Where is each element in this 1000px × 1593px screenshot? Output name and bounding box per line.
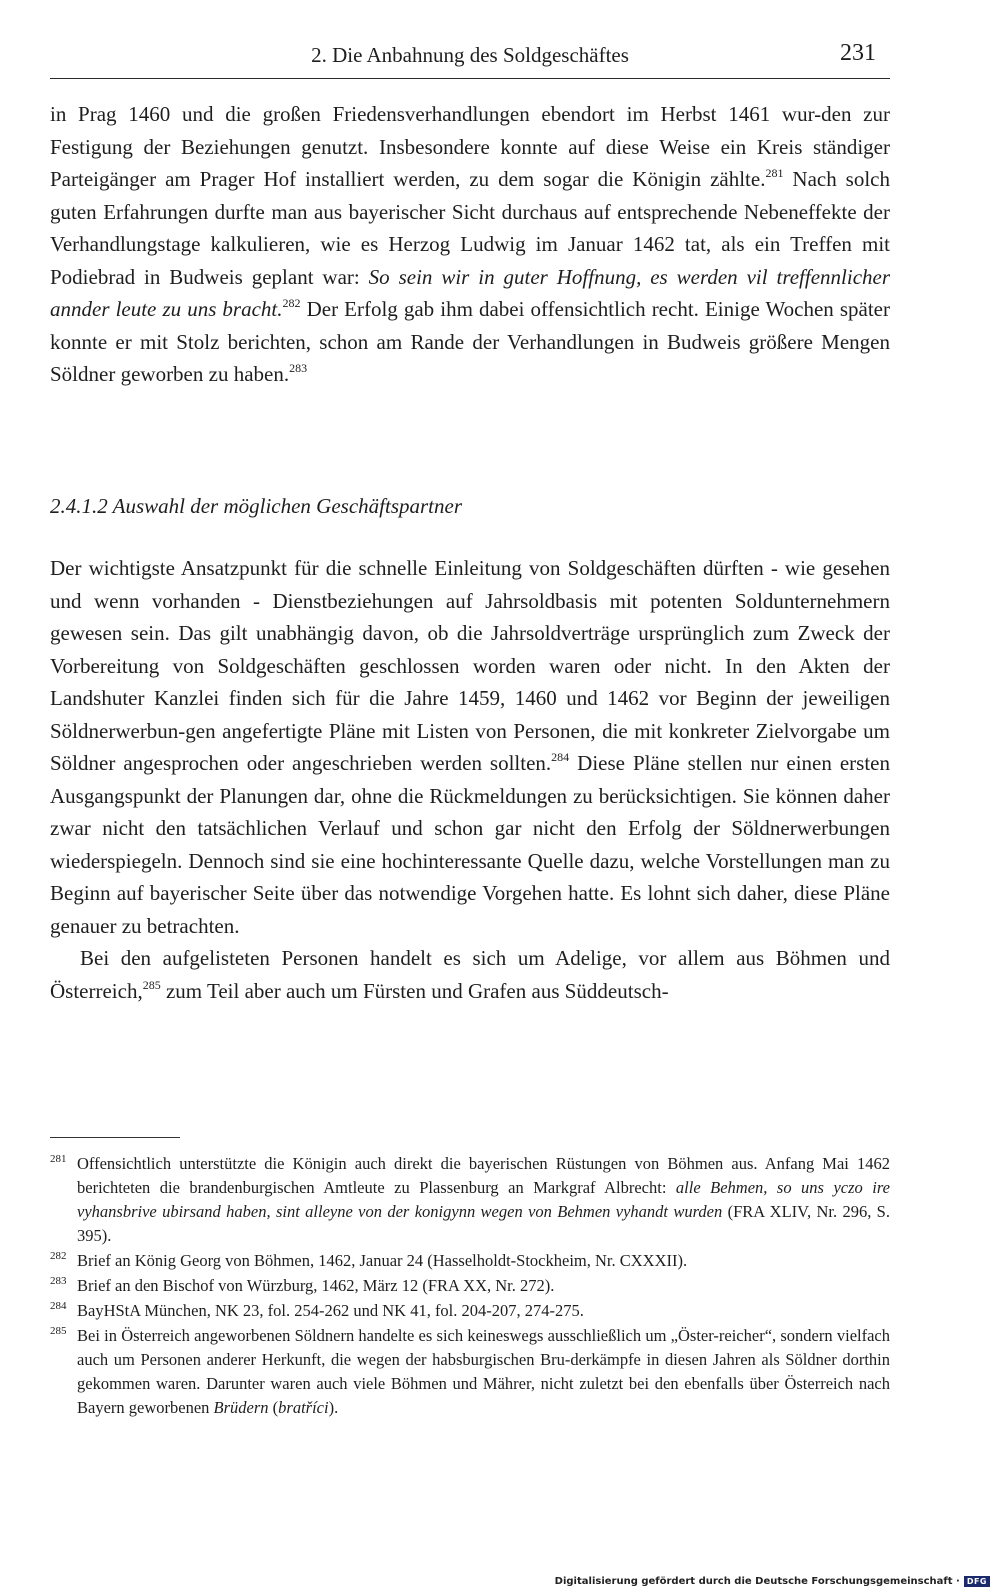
quote: So sein wir in guter Hoffnung, es werden vil treffennlicher annder leute zu uns bracht. bbox=[50, 264, 891, 321]
text-run: ). bbox=[328, 1398, 339, 1417]
text-run: Bei in Österreich angeworbenen Söldnern handelte es sich keineswegs ausschließlich um „Öster-reicher“, sondern vielfach auch um Personen anderer Herkunft, die wegen der habsburgischen Bru-derkämpfe in diesen Jahren als Söldner dorthin gekommen waren. Darunter waren auch viele Böhmen und Mährer, nicht zuletzt bei den ebenfalls über Österreich nach Bayern geworbenen bbox=[77, 1326, 890, 1417]
text-run: Brief an den Bischof von Würzburg, 1462, März 12 (FRA XX, Nr. 272). bbox=[77, 1276, 555, 1295]
running-title: 2. Die Anbahnung des Soldgeschäftes bbox=[311, 43, 629, 67]
watermark-text: Digitalisierung gefördert durch die Deutsche Forschungsgemeinschaft · bbox=[554, 1576, 960, 1587]
footnote bbox=[50, 1324, 890, 1420]
footnote-number: 284 bbox=[50, 1300, 67, 1312]
dfg-watermark bbox=[555, 1576, 990, 1587]
text-run: BayHStA München, NK 23, fol. 254-262 und NK 41, fol. 204-207, 274-275. bbox=[77, 1301, 584, 1320]
text-run: ( bbox=[268, 1398, 279, 1417]
footnote-number: 285 bbox=[50, 1325, 67, 1337]
running-header bbox=[50, 38, 890, 79]
page-number: 231 bbox=[840, 40, 876, 66]
text-run: Brief an König Georg von Böhmen, 1462, Januar 24 (Hasselholdt-Stockheim, Nr. CXXXII). bbox=[77, 1251, 688, 1270]
text-run: (FRA XLIV, Nr. 296, S. 395). bbox=[77, 1202, 890, 1245]
footnote-ref: 281 bbox=[765, 166, 784, 180]
text-run: Diese Pläne stellen nur einen ersten Ausgangspunkt der Planungen dar, ohne die Rückmeldungen zu berücksichtigen. Sie können daher zwar nicht den tatsächlichen Verlauf und schon gar nicht den Erfolg der Söldnerwerbungen wiederspiegeln. Dennoch sind sie eine hochinteressante Quelle dazu, welche Vorstellungen man zu Beginn auf bayerischer Seite über das notwendige Vorgehen hatte. Es lohnt sich daher, diese Pläne genauer zu betrachten. bbox=[50, 751, 890, 938]
section-heading: 2.4.1.2 Auswahl der möglichen Geschäftspartner bbox=[50, 494, 463, 518]
footnote-number: 282 bbox=[50, 1250, 67, 1262]
text-run: Offensichtlich unterstützte die Königin auch direkt die bayerischen Rüstungen von Böhmen aus. Anfang Mai 1462 berichteten die brandenburgischen Amtleute zu Plassenburg an Markgraf Albrecht: bbox=[77, 1154, 890, 1197]
body-section-1 bbox=[50, 98, 890, 391]
footnote bbox=[50, 1152, 890, 1248]
footnotes bbox=[50, 1152, 890, 1421]
italic-term: bratříci bbox=[278, 1398, 329, 1417]
footnote bbox=[50, 1274, 890, 1298]
paragraph-1 bbox=[50, 98, 890, 391]
body-section-2 bbox=[50, 552, 890, 1007]
footnote-number: 283 bbox=[50, 1275, 67, 1287]
text-run: Bei den aufgelisteten Personen handelt es sich um Adelige, vor allem aus Böhmen und Österreich, bbox=[50, 946, 890, 1003]
footnote bbox=[50, 1249, 890, 1273]
footnote-divider bbox=[50, 1137, 180, 1138]
paragraph-2 bbox=[50, 552, 890, 942]
footnote bbox=[50, 1299, 890, 1323]
paragraph-3 bbox=[50, 942, 890, 1007]
dfg-logo-icon: DFG bbox=[964, 1576, 990, 1587]
text-run: Der Erfolg gab ihm dabei offensichtlich recht. Einige Wochen später konnte er mit Stolz berichten, schon am Rande der Verhandlungen in Budweis größere Mengen Söldner geworben zu haben. bbox=[50, 297, 890, 386]
footnote-ref: 284 bbox=[551, 750, 570, 764]
text-run: in Prag 1460 und die großen Friedensverhandlungen ebendort im Herbst 1461 wur-den zur Festigung der Beziehungen genutzt. Insbesondere konnte auf diese Weise ein Kreis ständiger Parteigänger am Prager Hof installiert werden, zu dem sogar die Königin zählte. bbox=[50, 102, 890, 191]
italic-term: Brüdern bbox=[213, 1398, 269, 1417]
text-run: Nach solch guten Erfahrungen durfte man aus bayerischer Sicht durchaus auf entsprechende Nebeneffekte der Verhandlungstage kalkulieren, wie es Herzog Ludwig im Januar 1462 tat, als ein Treffen mit Podiebrad in Budweis geplant war: bbox=[50, 167, 890, 289]
footnote-ref: 282 bbox=[282, 296, 301, 310]
footnote-ref: 285 bbox=[142, 977, 161, 992]
quote: alle Behmen, so uns yczo ire vyhansbrive ubirsand haben, sint alleyne von der konigynn wegen von Behmen vyhandt wurden bbox=[77, 1178, 890, 1221]
text-run: zum Teil aber auch um Fürsten und Grafen aus Süddeutsch- bbox=[160, 978, 669, 1003]
footnote-number: 281 bbox=[50, 1153, 67, 1165]
text-run: Der wichtigste Ansatzpunkt für die schnelle Einleitung von Soldgeschäften dürften - wie gesehen und wenn vorhanden - Dienstbeziehungen auf Jahrsoldbasis mit potenten Soldunternehmern gewesen sein. Das gilt unabhängig davon, ob die Jahrsoldverträge ursprünglich zum Zweck der Vorbereitung von Soldgeschäften geschlossen worden waren oder nicht. In den Akten der Landshuter Kanzlei finden sich für die Jahre 1459, 1460 und 1462 vor Beginn der jeweiligen Söldnerwerbun-gen angefertigte Pläne mit Listen von Personen, die mit konkreter Zielvorgabe um Söldner angesprochen oder angeschrieben werden sollten. bbox=[50, 556, 890, 775]
footnote-ref: 283 bbox=[289, 361, 308, 375]
